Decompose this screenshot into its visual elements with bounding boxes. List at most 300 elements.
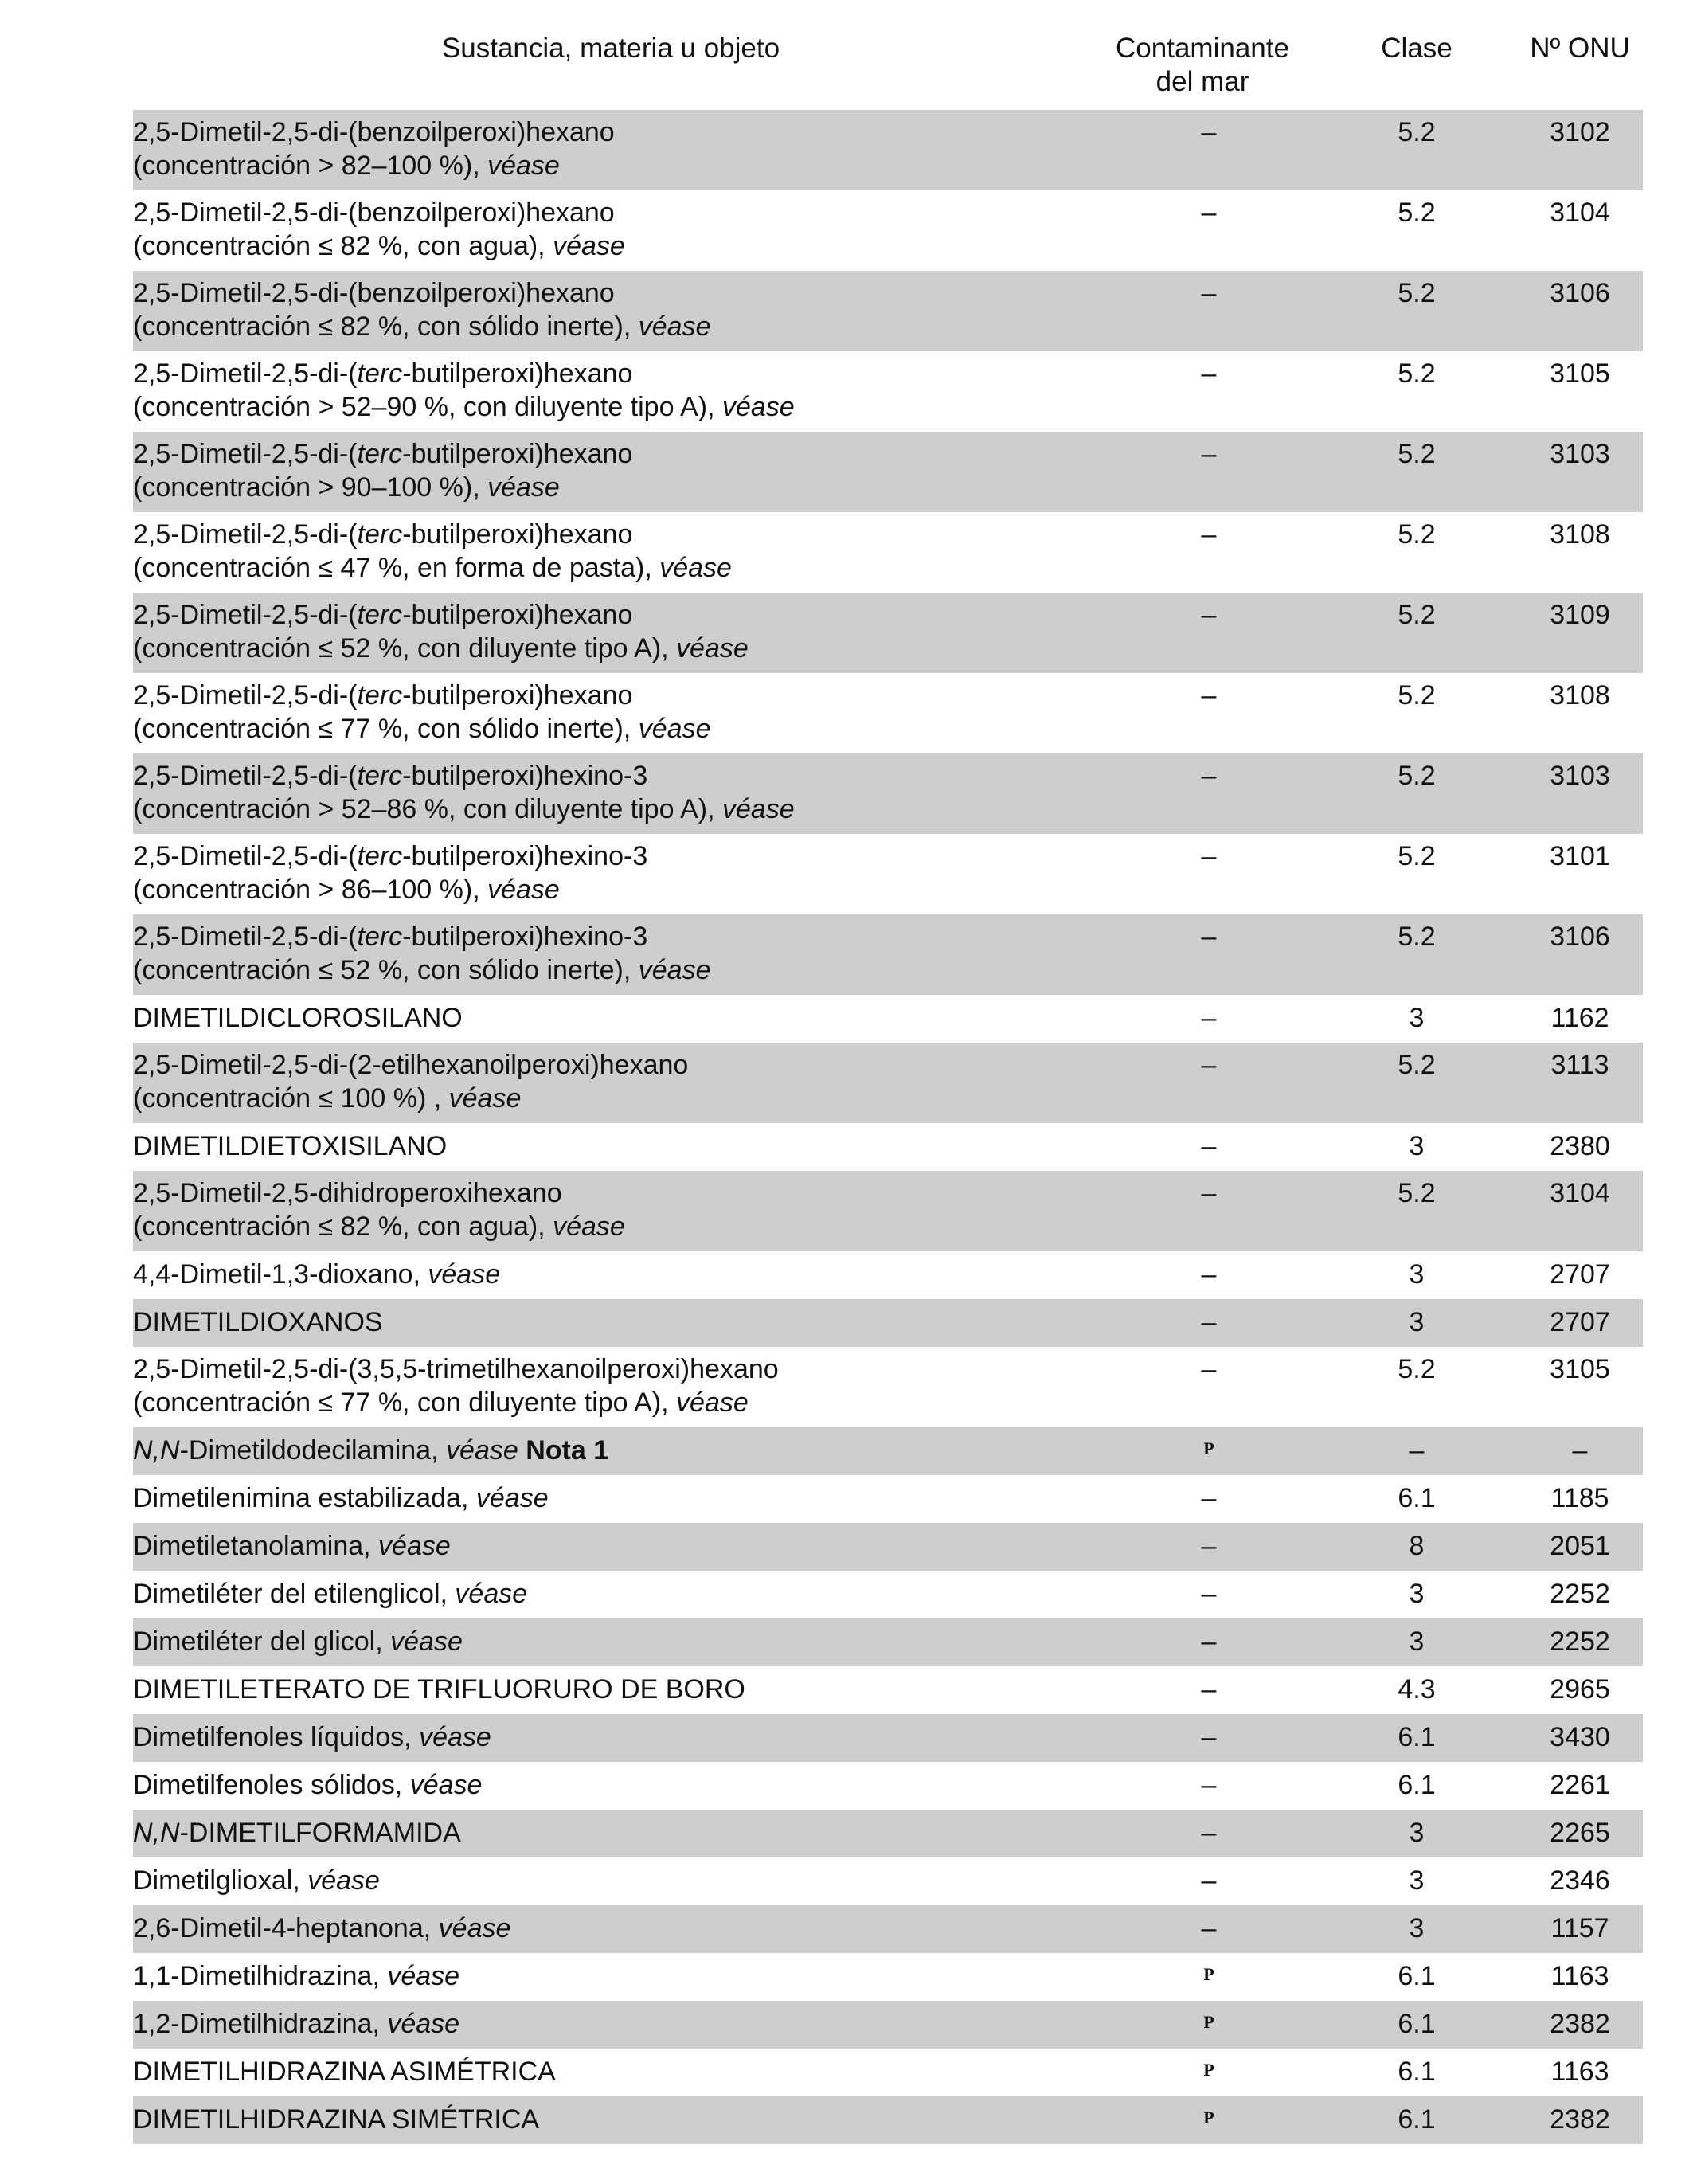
substance-text: 2,5-Dimetil-2,5-di-( (133, 841, 358, 871)
substance-text: 4,4-Dimetil-1,3-dioxano, (133, 1259, 428, 1290)
marine-pollutant-value: – (1201, 1722, 1217, 1752)
cell-marine-pollutant (1101, 1577, 1316, 1618)
marine-pollutant-value: – (1201, 1865, 1217, 1896)
substance-text: -Dimetildodecilamina, (179, 1435, 447, 1466)
cell-substance (133, 1434, 1101, 1475)
cell-class: 5.2 (1398, 1354, 1436, 1384)
substance-text: (concentración ≤ 82 %, con sólido inerte), (133, 311, 639, 342)
substance-text: (concentración ≤ 52 %, con diluyente tipo A), (133, 633, 677, 663)
substance-line1 (133, 357, 1101, 390)
cell-un-number: 3103 (1550, 761, 1610, 791)
cell-un-number: 3109 (1550, 600, 1610, 630)
cell-class: 5.2 (1398, 1050, 1436, 1080)
cell-un-number: 2261 (1550, 1770, 1610, 1800)
table-row (133, 2049, 1643, 2096)
cell-un-number: 2382 (1550, 2009, 1610, 2039)
table-row (133, 1618, 1643, 1666)
substance-text: -butilperoxi)hexano (402, 600, 633, 630)
cell-un-number: 2346 (1550, 1865, 1610, 1896)
header-class: Clase (1381, 33, 1453, 64)
substance-line2 (133, 953, 1101, 987)
cell-substance (133, 1720, 1101, 1762)
substance-text: Dimetiletanolamina, (133, 1531, 379, 1561)
cell-class: 5.2 (1398, 198, 1436, 228)
cell-substance (133, 1305, 1101, 1347)
substance-text: Dimetilfenoles sólidos, (133, 1770, 410, 1800)
see-reference: véase (487, 875, 560, 905)
substance-italic: terc (357, 922, 403, 952)
marine-pollutant-value: – (1201, 1131, 1217, 1161)
cell-substance (133, 1001, 1101, 1043)
table-row (133, 1475, 1643, 1523)
cell-marine-pollutant (1101, 679, 1316, 753)
substance-line1 (133, 1048, 1101, 1082)
marine-pollutant-value: – (1201, 439, 1217, 469)
cell-un-number: 2382 (1550, 2104, 1610, 2135)
cell-substance (133, 598, 1101, 673)
substance-text: (concentración ≤ 82 %, con agua), (133, 1211, 553, 1242)
marine-pollutant-value: – (1201, 1818, 1217, 1848)
table-row (133, 2096, 1643, 2144)
table-row (133, 593, 1643, 673)
cell-class: 3 (1409, 1307, 1425, 1337)
marine-pollutant-value: – (1201, 1259, 1217, 1290)
table-row (133, 1810, 1643, 1857)
cell-substance (133, 1258, 1101, 1299)
cell-class: 5.2 (1398, 841, 1436, 871)
table-row (133, 271, 1643, 351)
substance-line1 (133, 115, 1101, 149)
substance-line1 (133, 598, 1101, 632)
substance-text: -DIMETILFORMAMIDA (179, 1818, 461, 1848)
marine-pollutant-value: – (1201, 519, 1217, 550)
cell-un-number: 3430 (1550, 1722, 1610, 1752)
cell-marine-pollutant (1101, 1673, 1316, 1714)
marine-pollutant-value: – (1201, 117, 1217, 147)
substance-italic: terc (357, 439, 403, 469)
cell-class: 3 (1409, 1003, 1425, 1033)
cell-substance (133, 1352, 1101, 1427)
see-reference: véase (446, 1435, 518, 1466)
see-reference: véase (638, 311, 711, 342)
see-reference: véase (676, 633, 749, 663)
cell-substance (133, 518, 1101, 593)
substance-text: (concentración > 52–90 %, con diluyente tipo A), (133, 392, 722, 422)
table-row (133, 1905, 1643, 1953)
substance-line1 (133, 1352, 1101, 1386)
cell-un-number: 2051 (1550, 1531, 1610, 1561)
cell-un-number: 2252 (1550, 1579, 1610, 1609)
cell-class: 3 (1409, 1818, 1425, 1848)
substance-text: Dimetilfenoles líquidos, (133, 1722, 420, 1752)
cell-un-number: 2265 (1550, 1818, 1610, 1848)
substance-text: (concentración ≤ 52 %, con sólido inerte), (133, 955, 639, 985)
substance-italic: terc (357, 358, 403, 389)
substance-line2 (133, 551, 1101, 585)
header-substance: Sustancia, materia u objeto (441, 33, 780, 64)
substance-text: 1,2-Dimetilhidrazina, (133, 2009, 388, 2039)
substance-italic: terc (357, 680, 403, 710)
cell-marine-pollutant (1101, 2103, 1316, 2144)
cell-substance (133, 759, 1101, 834)
substance-line2 (133, 632, 1101, 665)
substance-text: -butilperoxi)hexino-3 (402, 922, 648, 952)
header-marine-line2: del mar (1155, 66, 1249, 97)
cell-substance (133, 1864, 1101, 1905)
substance-italic: terc (357, 841, 403, 871)
table-header (133, 32, 1643, 110)
cell-marine-pollutant (1101, 1001, 1316, 1043)
substance-text: 2,6-Dimetil-4-heptanona, (133, 1913, 439, 1943)
substance-line2 (133, 712, 1101, 746)
substance-line2 (133, 1210, 1101, 1243)
cell-un-number: 2707 (1550, 1307, 1610, 1337)
cell-substance (133, 357, 1101, 432)
substance-text: DIMETILHIDRAZINA SIMÉTRICA (133, 2104, 540, 2135)
substance-text: 2,5-Dimetil-2,5-di-(2-etilhexanoilperoxi)hexano (133, 1050, 689, 1080)
cell-substance (133, 1768, 1101, 1810)
substance-text: Dimetilenimina estabilizada, (133, 1483, 476, 1513)
substance-text: 2,5-Dimetil-2,5-di-( (133, 761, 358, 791)
cell-un-number: 3103 (1550, 439, 1610, 469)
substance-text: -butilperoxi)hexano (402, 519, 633, 550)
cell-substance (133, 1481, 1101, 1523)
see-reference: véase (721, 392, 795, 422)
marine-pollutant-value: – (1201, 600, 1217, 630)
see-reference: véase (553, 231, 625, 261)
table-row (133, 673, 1643, 753)
cell-substance (133, 1176, 1101, 1251)
substance-text: -butilperoxi)hexano (402, 439, 633, 469)
substance-italic: terc (357, 600, 403, 630)
substance-text: (concentración ≤ 47 %, en forma de pasta), (133, 553, 660, 583)
substance-line1 (133, 196, 1101, 229)
substance-text: 2,5-Dimetil-2,5-di-(3,5,5-trimetilhexanoilperoxi)hexano (133, 1354, 779, 1384)
see-reference: véase (659, 553, 732, 583)
cell-marine-pollutant (1101, 1258, 1316, 1299)
see-reference: véase (455, 1579, 528, 1609)
cell-marine-pollutant (1101, 437, 1316, 512)
substance-text: (concentración ≤ 82 %, con agua), (133, 231, 553, 261)
cell-substance (133, 115, 1101, 190)
cell-un-number: 2965 (1550, 1674, 1610, 1705)
substance-line2 (133, 229, 1101, 263)
cell-marine-pollutant (1101, 1048, 1316, 1123)
see-reference: véase (438, 1913, 511, 1943)
substance-table (133, 32, 1643, 2144)
cell-substance (133, 1577, 1101, 1618)
substance-text: 2,5-Dimetil-2,5-di-( (133, 600, 358, 630)
cell-class: 3 (1409, 1865, 1425, 1896)
cell-class: – (1409, 1435, 1425, 1466)
cell-un-number: 3102 (1550, 117, 1610, 147)
table-row (133, 1123, 1643, 1171)
cell-marine-pollutant (1101, 1305, 1316, 1347)
substance-line1 (133, 679, 1101, 712)
table-row (133, 1251, 1643, 1299)
table-row (133, 753, 1643, 834)
cell-marine-pollutant (1101, 1912, 1316, 1953)
table-row (133, 2001, 1643, 2049)
table-row (133, 190, 1643, 271)
note-reference: Nota 1 (518, 1435, 609, 1466)
see-reference: véase (409, 1770, 483, 1800)
cell-un-number: 3108 (1550, 680, 1610, 710)
cell-marine-pollutant (1101, 1129, 1316, 1171)
cell-marine-pollutant (1101, 1864, 1316, 1905)
substance-text: (concentración ≤ 77 %, con sólido inerte), (133, 714, 639, 744)
cell-substance (133, 1912, 1101, 1953)
cell-class: 5.2 (1398, 439, 1436, 469)
cell-class: 3 (1409, 1131, 1425, 1161)
substance-line2 (133, 149, 1101, 182)
marine-pollutant-mark: P (1203, 1964, 1214, 1984)
table-row (133, 1666, 1643, 1714)
substance-text: 2,5-Dimetil-2,5-di-(benzoilperoxi)hexano (133, 198, 615, 228)
cell-class: 3 (1409, 1259, 1425, 1290)
table-row (133, 1427, 1643, 1475)
substance-text: (concentración > 82–100 %), (133, 151, 488, 181)
cell-marine-pollutant (1101, 1625, 1316, 1666)
cell-class: 5.2 (1398, 117, 1436, 147)
marine-pollutant-mark: P (1203, 2060, 1214, 2080)
marine-pollutant-value: – (1201, 761, 1217, 791)
cell-substance (133, 920, 1101, 995)
substance-text: Dimetiléter del glicol, (133, 1626, 391, 1657)
cell-class: 3 (1409, 1913, 1425, 1943)
cell-un-number: 1162 (1550, 1003, 1609, 1033)
cell-substance (133, 1129, 1101, 1171)
see-reference: véase (721, 794, 795, 824)
substance-text: DIMETILDICLOROSILANO (133, 1003, 463, 1033)
substance-line2 (133, 390, 1101, 424)
substance-line2 (133, 1386, 1101, 1419)
substance-line1 (133, 840, 1101, 873)
marine-pollutant-mark: P (1203, 2108, 1214, 2127)
cell-class: 5.2 (1398, 680, 1436, 710)
table-row (133, 1762, 1643, 1810)
cell-marine-pollutant (1101, 276, 1316, 351)
cell-marine-pollutant (1101, 1529, 1316, 1571)
marine-pollutant-value: – (1201, 922, 1217, 952)
substance-line1 (133, 276, 1101, 310)
cell-class: 5.2 (1398, 922, 1436, 952)
table-row (133, 1571, 1643, 1618)
cell-class: 5.2 (1398, 600, 1436, 630)
see-reference: véase (428, 1259, 501, 1290)
see-reference: véase (638, 955, 711, 985)
substance-text: -butilperoxi)hexano (402, 680, 633, 710)
cell-un-number: 3106 (1550, 278, 1610, 308)
cell-class: 6.1 (1398, 2057, 1436, 2087)
substance-text: Dimetiléter del etilenglicol, (133, 1579, 456, 1609)
cell-marine-pollutant (1101, 1352, 1316, 1427)
cell-un-number: 3104 (1550, 198, 1610, 228)
table-row (133, 1347, 1643, 1427)
table-row (133, 432, 1643, 512)
cell-marine-pollutant (1101, 1720, 1316, 1762)
substance-line1 (133, 1176, 1101, 1210)
cell-un-number: 3108 (1550, 519, 1610, 550)
table-row (133, 1523, 1643, 1571)
substance-italic: terc (357, 519, 403, 550)
cell-un-number: 2380 (1550, 1131, 1610, 1161)
cell-substance (133, 1959, 1101, 2001)
substance-text: -butilperoxi)hexino-3 (402, 761, 648, 791)
cell-marine-pollutant (1101, 357, 1316, 432)
cell-class: 5.2 (1398, 358, 1436, 389)
substance-text: Dimetilglioxal, (133, 1865, 308, 1896)
header-marine-line1: Contaminante (1116, 33, 1289, 64)
marine-pollutant-value: – (1201, 1178, 1217, 1208)
header-un-number: Nº ONU (1530, 33, 1630, 64)
marine-pollutant-value: – (1201, 1770, 1217, 1800)
marine-pollutant-mark: P (1203, 2012, 1214, 2032)
cell-class: 5.2 (1398, 519, 1436, 550)
cell-substance (133, 1625, 1101, 1666)
cell-class: 6.1 (1398, 1483, 1436, 1513)
marine-pollutant-value: – (1201, 1050, 1217, 1080)
substance-text: -butilperoxi)hexino-3 (402, 841, 648, 871)
see-reference: véase (638, 714, 711, 744)
see-reference: véase (387, 1961, 460, 1991)
marine-pollutant-value: – (1201, 1626, 1217, 1657)
marine-pollutant-value: – (1201, 1674, 1217, 1705)
substance-line1 (133, 437, 1101, 471)
substance-italic: N,N (133, 1818, 180, 1848)
cell-un-number: 3105 (1550, 1354, 1610, 1384)
table-row (133, 351, 1643, 432)
cell-class: 6.1 (1398, 2009, 1436, 2039)
table-row (133, 914, 1643, 995)
cell-class: 3 (1409, 1626, 1425, 1657)
see-reference: véase (676, 1388, 749, 1418)
cell-marine-pollutant (1101, 1434, 1316, 1475)
substance-text: (concentración > 52–86 %, con diluyente tipo A), (133, 794, 722, 824)
substance-line2 (133, 873, 1101, 906)
cell-un-number: 3101 (1550, 841, 1610, 871)
marine-pollutant-value: – (1201, 1003, 1217, 1033)
cell-marine-pollutant (1101, 2055, 1316, 2096)
table-row (133, 1714, 1643, 1762)
substance-text: (concentración ≤ 77 %, con diluyente tipo A), (133, 1388, 677, 1418)
cell-un-number: 1157 (1550, 1913, 1609, 1943)
cell-marine-pollutant (1101, 1768, 1316, 1810)
see-reference: véase (307, 1865, 380, 1896)
marine-pollutant-value: – (1201, 1307, 1217, 1337)
substance-text: 2,5-Dimetil-2,5-dihidroperoxihexano (133, 1178, 562, 1208)
cell-marine-pollutant (1101, 115, 1316, 190)
substance-text: (concentración ≤ 100 %) , (133, 1083, 449, 1114)
cell-un-number: 1185 (1550, 1483, 1609, 1513)
cell-marine-pollutant (1101, 598, 1316, 673)
substance-text: DIMETILDIOXANOS (133, 1307, 383, 1337)
cell-class: 6.1 (1398, 1722, 1436, 1752)
cell-substance (133, 196, 1101, 271)
cell-class: 8 (1409, 1531, 1425, 1561)
see-reference: véase (553, 1211, 625, 1242)
header-marine-pollutant (1089, 32, 1316, 110)
cell-un-number: 1163 (1550, 2057, 1609, 2087)
cell-marine-pollutant (1101, 1959, 1316, 2001)
cell-substance (133, 1673, 1101, 1714)
cell-marine-pollutant (1101, 196, 1316, 271)
substance-text: (concentración > 86–100 %), (133, 875, 488, 905)
cell-un-number: 1163 (1550, 1961, 1609, 1991)
substance-line2 (133, 471, 1101, 504)
cell-substance (133, 2055, 1101, 2096)
cell-marine-pollutant (1101, 920, 1316, 995)
substance-italic: terc (357, 761, 403, 791)
cell-class: 4.3 (1398, 1674, 1436, 1705)
marine-pollutant-value: – (1201, 841, 1217, 871)
cell-substance (133, 679, 1101, 753)
table-row (133, 512, 1643, 593)
table-row (133, 110, 1643, 190)
cell-marine-pollutant (1101, 1816, 1316, 1857)
cell-substance (133, 276, 1101, 351)
see-reference: véase (487, 472, 560, 503)
substance-text: DIMETILDIETOXISILANO (133, 1131, 448, 1161)
table-body (133, 110, 1643, 2144)
see-reference: véase (378, 1531, 451, 1561)
substance-line1 (133, 759, 1101, 793)
marine-pollutant-mark: P (1203, 1438, 1214, 1458)
marine-pollutant-value: – (1201, 1913, 1217, 1943)
substance-text: DIMETILETERATO DE TRIFLUORURO DE BORO (133, 1674, 745, 1705)
substance-text: 1,1-Dimetilhidrazina, (133, 1961, 388, 1991)
substance-line2 (133, 1082, 1101, 1115)
table-row (133, 834, 1643, 914)
cell-class: 5.2 (1398, 278, 1436, 308)
marine-pollutant-value: – (1201, 1483, 1217, 1513)
marine-pollutant-value: – (1201, 680, 1217, 710)
substance-text: 2,5-Dimetil-2,5-di-( (133, 519, 358, 550)
table-row (133, 1299, 1643, 1347)
substance-text: 2,5-Dimetil-2,5-di-(benzoilperoxi)hexano (133, 278, 615, 308)
cell-substance (133, 1529, 1101, 1571)
substance-text: DIMETILHIDRAZINA ASIMÉTRICA (133, 2057, 556, 2087)
table-row (133, 995, 1643, 1043)
cell-marine-pollutant (1101, 2007, 1316, 2049)
substance-text: 2,5-Dimetil-2,5-di-(benzoilperoxi)hexano (133, 117, 615, 147)
marine-pollutant-value: – (1201, 1531, 1217, 1561)
cell-class: 6.1 (1398, 2104, 1436, 2135)
cell-substance (133, 840, 1101, 914)
cell-class: 6.1 (1398, 1961, 1436, 1991)
substance-line1 (133, 920, 1101, 953)
marine-pollutant-value: – (1201, 358, 1217, 389)
cell-class: 5.2 (1398, 1178, 1436, 1208)
substance-line2 (133, 793, 1101, 826)
cell-marine-pollutant (1101, 759, 1316, 834)
see-reference: véase (487, 151, 560, 181)
substance-text: 2,5-Dimetil-2,5-di-( (133, 358, 358, 389)
table-row (133, 1953, 1643, 2001)
table-row (133, 1043, 1643, 1123)
cell-class: 5.2 (1398, 761, 1436, 791)
cell-substance (133, 1048, 1101, 1123)
substance-text: 2,5-Dimetil-2,5-di-( (133, 922, 358, 952)
substance-text: 2,5-Dimetil-2,5-di-( (133, 439, 358, 469)
see-reference: véase (448, 1083, 522, 1114)
cell-marine-pollutant (1101, 1481, 1316, 1523)
table-row (133, 1171, 1643, 1251)
substance-line1 (133, 518, 1101, 551)
table-row (133, 1857, 1643, 1905)
see-reference: véase (390, 1626, 463, 1657)
cell-marine-pollutant (1101, 840, 1316, 914)
